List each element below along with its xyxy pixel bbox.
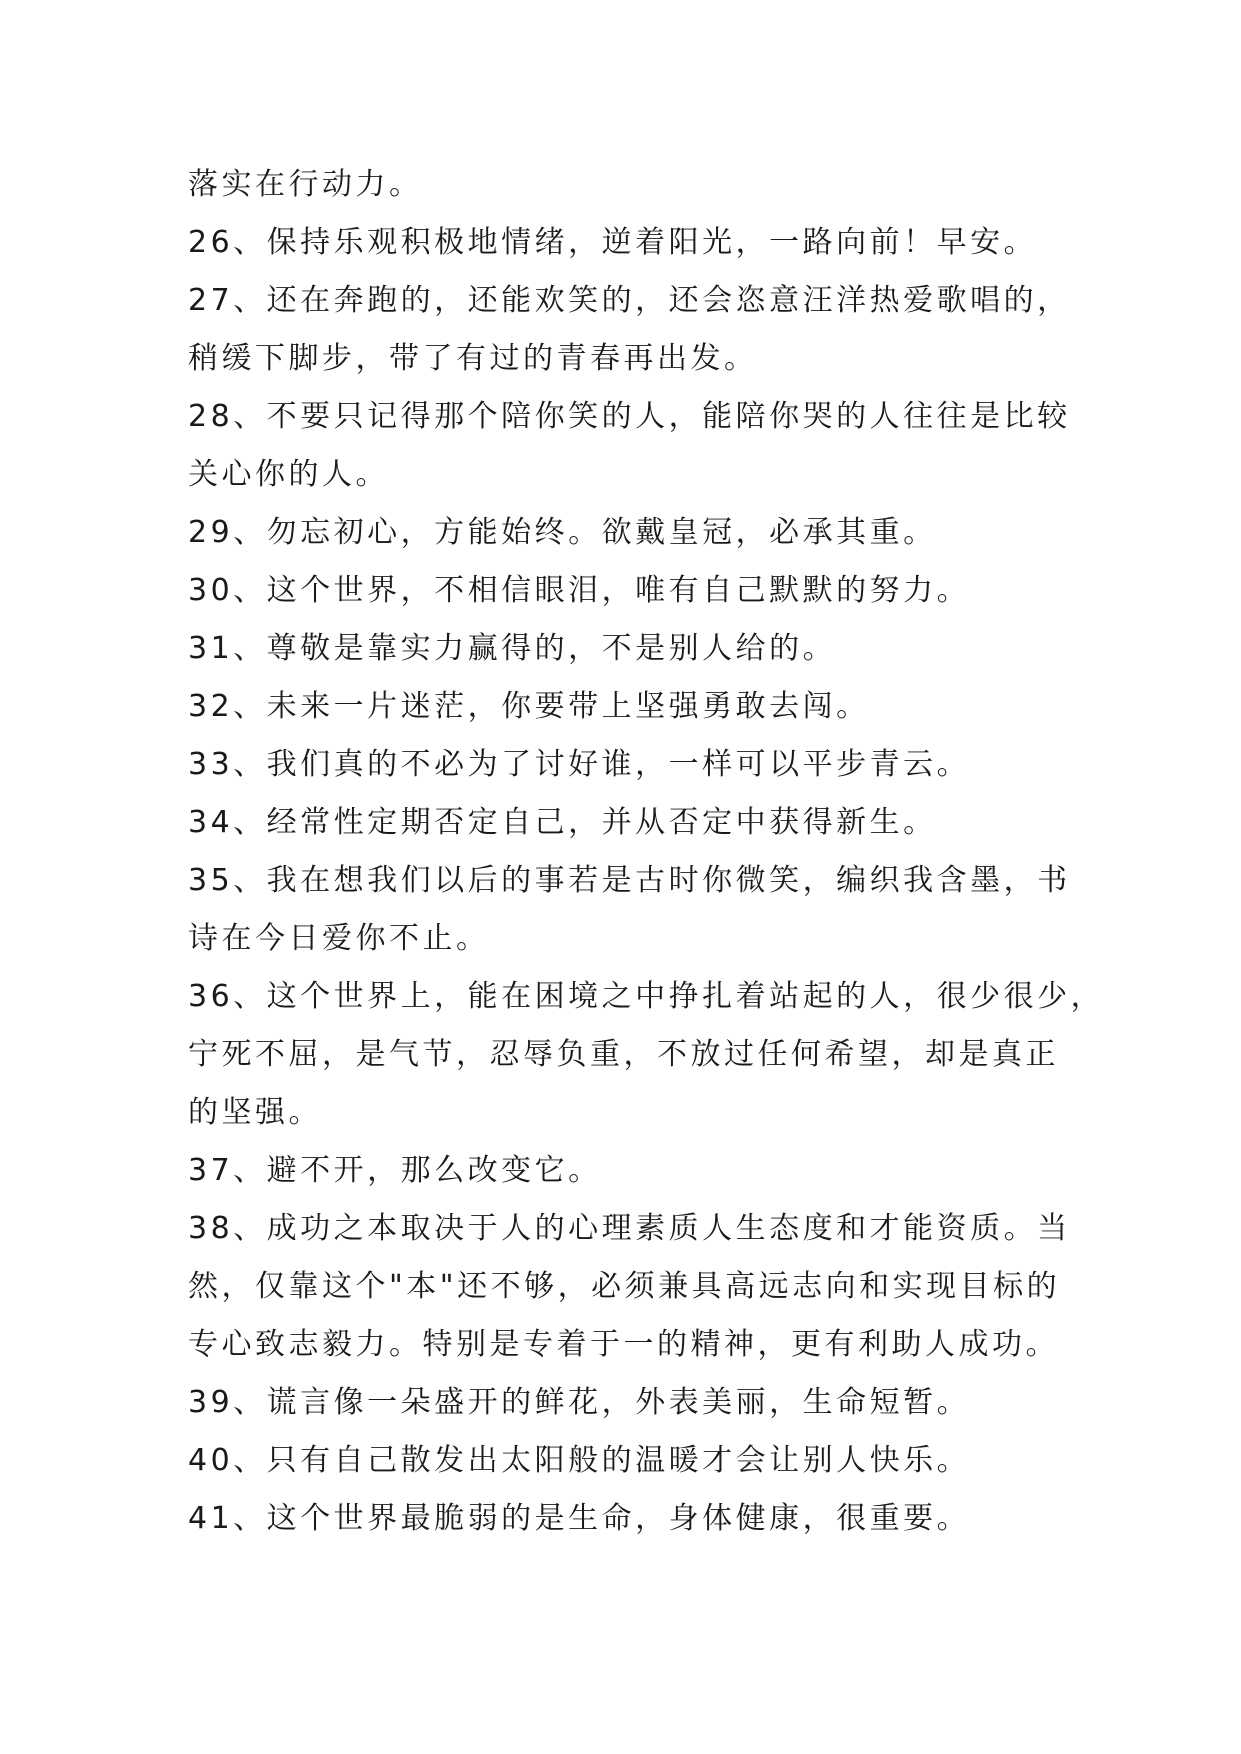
text-line: 32、未来一片迷茫，你要带上坚强勇敢去闯。: [188, 689, 870, 724]
text-line: 40、只有自己散发出太阳般的温暖才会让别人快乐。: [188, 1443, 971, 1478]
text-line: 27、还在奔跑的，还能欢笑的，还会恣意汪洋热爱歌唱的，: [188, 283, 1071, 318]
text-line: 落实在行动力。: [188, 167, 423, 202]
text-line: 31、尊敬是靠实力赢得的，不是别人给的。: [188, 631, 837, 666]
text-line: 专心致志毅力。特别是专着于一的精神，更有利助人成功。: [188, 1327, 1059, 1362]
text-line: 28、不要只记得那个陪你笑的人，能陪你哭的人往往是比较: [188, 399, 1071, 434]
text-line: 36、这个世界上，能在困境之中挣扎着站起的人，很少很少，: [188, 979, 1105, 1014]
text-line: 29、勿忘初心，方能始终。欲戴皇冠，必承其重。: [188, 515, 937, 550]
text-line: 然，仅靠这个"本"还不够，必须兼具高远志向和实现目标的: [188, 1269, 1061, 1304]
text-line: 的坚强。: [188, 1095, 322, 1130]
text-line: 38、成功之本取决于人的心理素质人生态度和才能资质。当: [188, 1211, 1071, 1246]
document-body: [188, 156, 1105, 1548]
text-line: 稍缓下脚步，带了有过的青春再出发。: [188, 341, 758, 376]
text-line: 26、保持乐观积极地情绪，逆着阳光，一路向前！早安。: [188, 225, 1038, 260]
text-line: 关心你的人。: [188, 457, 389, 492]
text-line: 34、经常性定期否定自己，并从否定中获得新生。: [188, 805, 937, 840]
text-line: 30、这个世界，不相信眼泪，唯有自己默默的努力。: [188, 573, 971, 608]
text-line: 诗在今日爱你不止。: [188, 921, 490, 956]
text-line: 35、我在想我们以后的事若是古时你微笑，编织我含墨，书: [188, 863, 1071, 898]
text-line: 41、这个世界最脆弱的是生命，身体健康，很重要。: [188, 1501, 971, 1536]
text-line: 37、避不开，那么改变它。: [188, 1153, 602, 1188]
text-line: 33、我们真的不必为了讨好谁，一样可以平步青云。: [188, 747, 971, 782]
text-line: 宁死不屈，是气节，忍辱负重，不放过任何希望，却是真正: [188, 1037, 1059, 1072]
text-line: 39、谎言像一朵盛开的鲜花，外表美丽，生命短暂。: [188, 1385, 971, 1420]
